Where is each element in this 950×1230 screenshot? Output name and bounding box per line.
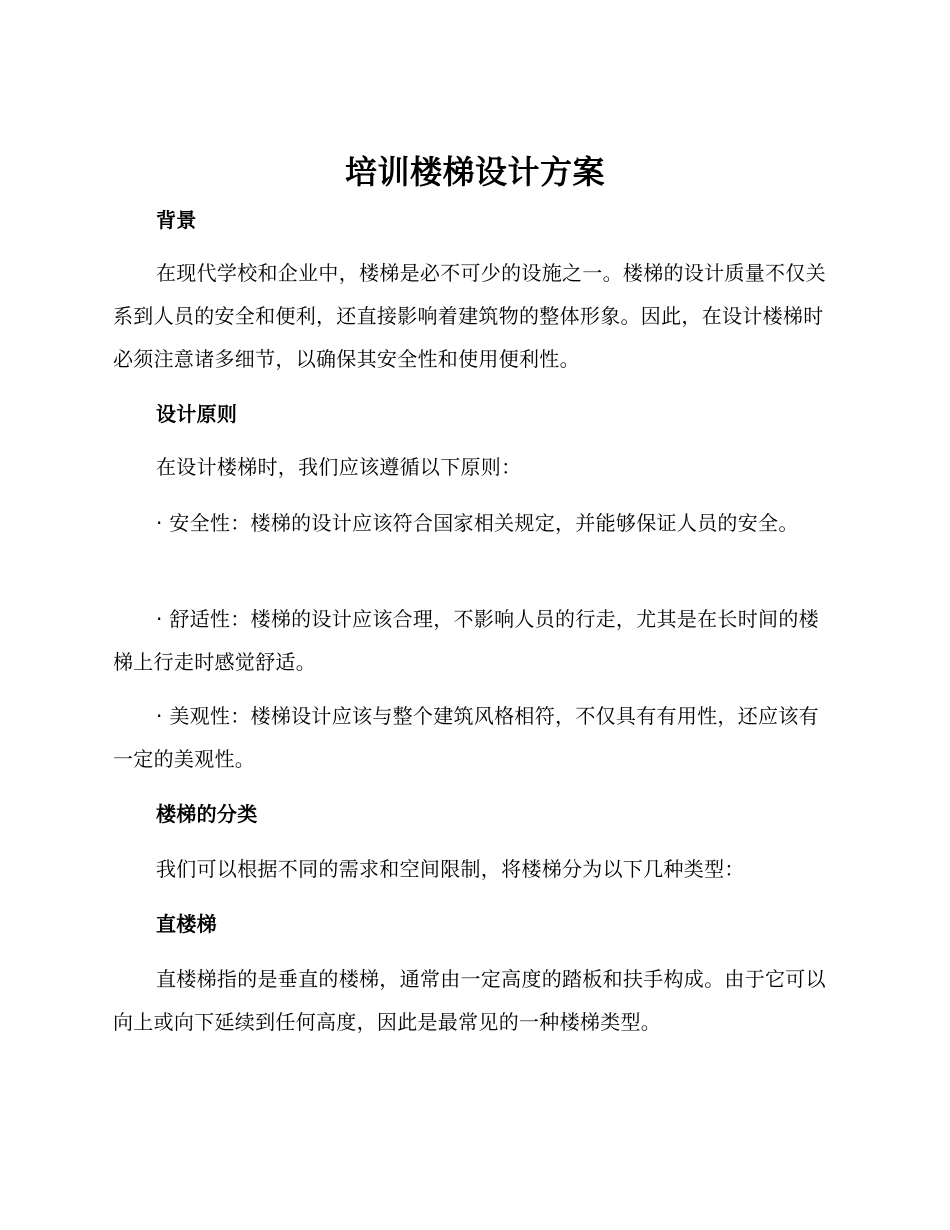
heading-background: 背景 [156, 208, 197, 232]
bullet-aesthetics: · 美观性：楼梯设计应该与整个建筑风格相符，不仅具有有用性，还应该有一定的美观性。 [113, 704, 819, 771]
heading-stair-classification: 楼梯的分类 [156, 802, 258, 826]
bullet-comfort: · 舒适性：楼梯的设计应该合理，不影响人员的行走，尤其是在长时间的楼梯上行走时感觉舒适。 [113, 607, 819, 674]
paragraph-principles-intro: 在设计楼梯时，我们应该遵循以下原则： [156, 455, 522, 479]
heading-design-principles: 设计原则 [156, 402, 238, 426]
paragraph-straight-stairs: 直楼梯指的是垂直的楼梯，通常由一定高度的踏板和扶手构成。由于它可以向上或向下延续到任何高度，因此是最常见的一种楼梯类型。 [113, 967, 826, 1034]
paragraph-classification-intro: 我们可以根据不同的需求和空间限制，将楼梯分为以下几种类型： [156, 857, 745, 881]
document-title: 培训楼梯设计方案 [344, 153, 605, 191]
paragraph-background: 在现代学校和企业中，楼梯是必不可少的设施之一。楼梯的设计质量不仅关系到人员的安全和便利，还直接影响着建筑物的整体形象。因此，在设计楼梯时必须注意诸多细节，以确保其安全性和使用便利性。 [113, 261, 826, 371]
heading-straight-stairs: 直楼梯 [156, 912, 217, 936]
bullet-safety: · 安全性：楼梯的设计应该符合国家相关规定，并能够保证人员的安全。 [156, 511, 799, 535]
